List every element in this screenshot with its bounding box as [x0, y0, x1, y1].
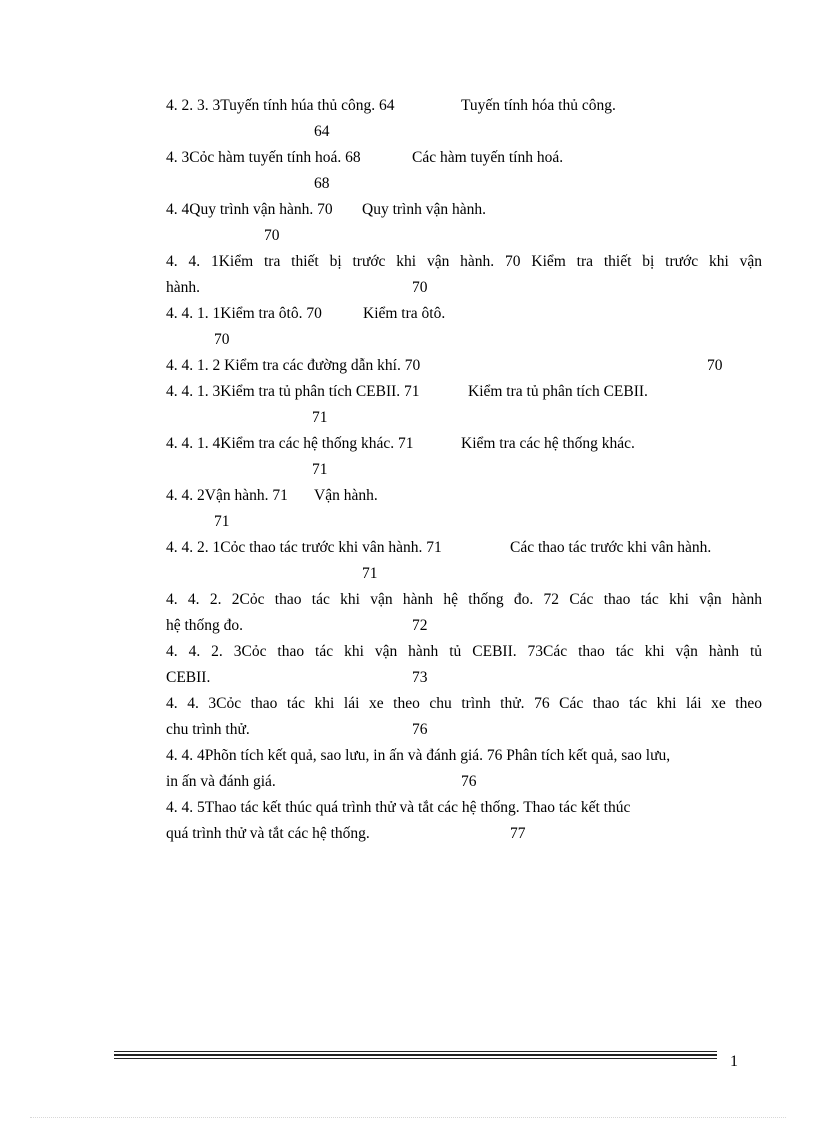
toc-entry	[166, 691, 762, 743]
toc-title: Tuyến tính hóa thủ công.	[461, 97, 616, 114]
toc-page: 70	[214, 331, 230, 348]
toc-page: 73	[412, 669, 428, 686]
footer-page-number: 1	[730, 1053, 738, 1070]
toc-page: 77	[510, 825, 526, 842]
toc-entry	[166, 483, 762, 535]
toc-entry	[166, 743, 762, 795]
toc-heading: 4. 4. 1. 3Kiểm tra tủ phân tích CEBII. 71	[166, 383, 420, 400]
toc-entry	[166, 379, 762, 431]
page-edge-divider	[30, 1117, 786, 1118]
toc-page: 68	[314, 175, 330, 192]
toc-heading: 4. 4. 1. 4Kiểm tra các hệ thống khác. 71	[166, 435, 414, 452]
toc-line: 4. 4. 2. 3Cỏc thao tác khi vận hành tủ CEBII. 73Các thao tác khi vận hành tủ	[166, 643, 762, 660]
toc-page: 64	[314, 123, 330, 140]
toc-line	[166, 353, 762, 379]
toc-entry	[166, 535, 762, 587]
toc-page: 71	[312, 409, 328, 426]
toc-line	[166, 327, 762, 353]
toc-heading: 4. 4. 2. 1Cỏc thao tác trước khi vân hành. 71	[166, 539, 442, 556]
toc-entry	[166, 197, 762, 249]
toc-title-continued: CEBII.	[166, 669, 211, 686]
toc-line	[166, 431, 762, 457]
toc-line	[166, 223, 762, 249]
toc-entry	[166, 639, 762, 691]
toc-line	[166, 561, 762, 587]
footer-rule	[114, 1051, 717, 1052]
toc-line	[166, 769, 762, 795]
toc-line	[166, 379, 762, 405]
toc-entry	[166, 795, 762, 847]
toc-entry	[166, 353, 762, 379]
toc-title-continued: in ấn và đánh giá.	[166, 773, 276, 790]
toc-entry	[166, 587, 762, 639]
toc-entry	[166, 301, 762, 353]
toc-line	[166, 717, 762, 743]
toc-title-continued: quá trình thử và tắt các hệ thống.	[166, 825, 370, 842]
toc-line	[166, 457, 762, 483]
toc-heading: 4. 3Cỏc hàm tuyến tính hoá. 68	[166, 149, 361, 166]
toc-line: 4. 4. 1Kiểm tra thiết bị trước khi vận hành. 70 Kiểm tra thiết bị trước khi vận	[166, 253, 762, 270]
toc-line	[166, 301, 762, 327]
toc-line: 4. 4. 4Phõn tích kết quả, sao lưu, in ấn và đánh giá. 76 Phân tích kết quả, sao lưu,	[166, 747, 671, 764]
toc-page: 70	[264, 227, 280, 244]
toc-line	[166, 821, 762, 847]
toc-line	[166, 275, 762, 301]
toc-title: Quy trình vận hành.	[362, 201, 486, 218]
toc-page: 71	[362, 565, 378, 582]
toc-entry	[166, 145, 762, 197]
toc-line	[166, 145, 762, 171]
toc-line	[166, 509, 762, 535]
toc-title-continued: hành.	[166, 279, 201, 296]
toc-heading: 4. 4. 2Vận hành. 71	[166, 487, 288, 504]
toc-page: 70	[412, 279, 428, 296]
toc-title-continued: chu trình thử.	[166, 721, 250, 738]
toc-title: Kiểm tra tủ phân tích CEBII.	[468, 383, 648, 400]
toc-title-continued: hệ thống đo.	[166, 617, 244, 634]
toc-heading: 4. 4. 1. 2 Kiểm tra các đường dẫn khí. 70	[166, 357, 421, 374]
toc-heading: 4. 4. 1. 1Kiểm tra ôtô. 70	[166, 305, 322, 322]
toc-title: Kiểm tra ôtô.	[363, 305, 446, 322]
toc-page: 76	[412, 721, 428, 738]
toc-line	[166, 197, 762, 223]
toc-line	[166, 171, 762, 197]
toc-title: Các thao tác trước khi vân hành.	[510, 539, 712, 556]
toc-line	[166, 119, 762, 145]
toc-title: Các hàm tuyến tính hoá.	[412, 149, 564, 166]
toc-line	[166, 613, 762, 639]
footer-rule	[114, 1054, 717, 1056]
toc-line: 4. 4. 2. 2Cỏc thao tác khi vận hành hệ thống đo. 72 Các thao tác khi vận hành	[166, 591, 762, 608]
toc-heading: 4. 4Quy trình vận hành. 70	[166, 201, 333, 218]
table-of-contents	[166, 93, 762, 847]
toc-entry	[166, 431, 762, 483]
toc-line	[166, 483, 762, 509]
toc-line	[166, 405, 762, 431]
toc-line	[166, 93, 762, 119]
toc-line: 4. 4. 3Cỏc thao tác khi lái xe theo chu trình thử. 76 Các thao tác khi lái xe theo	[166, 695, 762, 712]
footer-rule	[114, 1058, 717, 1059]
toc-title: Vận hành.	[314, 487, 378, 504]
toc-entry	[166, 93, 762, 145]
toc-heading: 4. 2. 3. 3Tuyến tính húa thủ công. 64	[166, 97, 395, 114]
toc-page: 70	[707, 357, 723, 374]
toc-line: 4. 4. 5Thao tác kết thúc quá trình thử và tắt các hệ thống. Thao tác kết thúc	[166, 799, 631, 816]
toc-line	[166, 665, 762, 691]
toc-page: 72	[412, 617, 428, 634]
toc-title: Kiểm tra các hệ thống khác.	[461, 435, 635, 452]
toc-line	[166, 535, 762, 561]
toc-page: 76	[461, 773, 477, 790]
toc-page: 71	[214, 513, 230, 530]
toc-entry	[166, 249, 762, 301]
toc-page: 71	[312, 461, 328, 478]
